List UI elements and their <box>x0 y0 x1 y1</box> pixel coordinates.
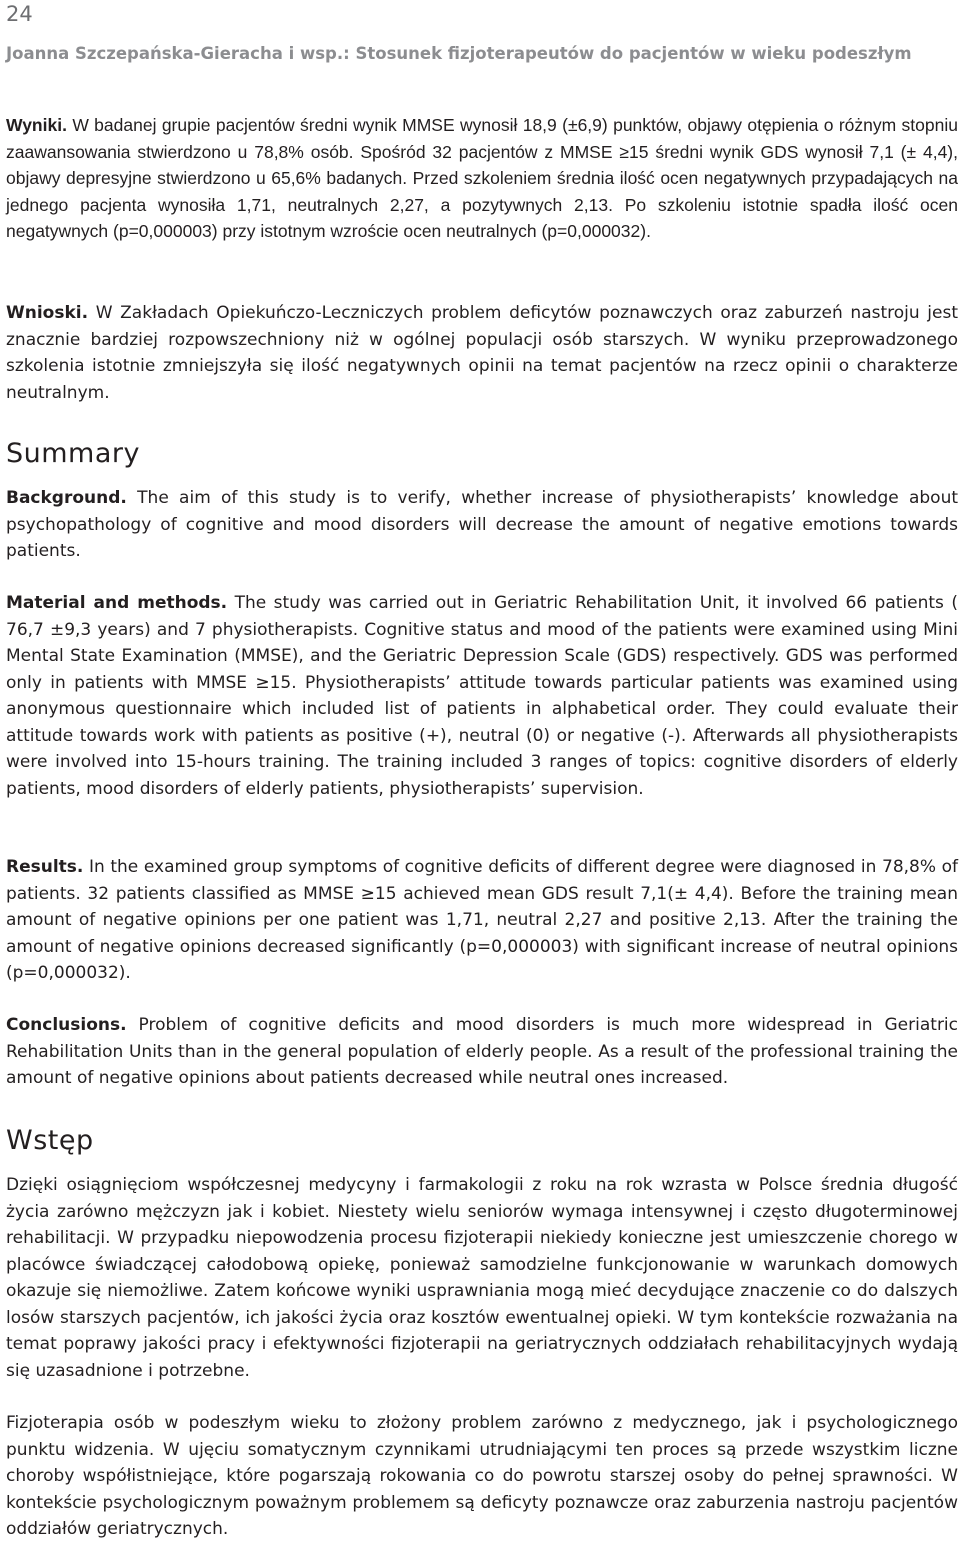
intro-heading: Wstęp <box>6 1125 94 1156</box>
methods-label: Material and methods. <box>6 593 228 613</box>
intro-paragraph-2: Fizjoterapia osób w podeszłym wieku to złożony problem zarówno z medycznego, jak i psychologicznego punktu widzenia. W ujęciu somatycznym czynnikami utrudniającymi ten proces są przede wszystkim liczne choroby współistniejące, które pogarszają rokowania co do powrotu starszej osoby do pełnej sprawności. W kontekście psychologicznym poważnym problemem są deficyty poznawcze oraz zaburzenia nastroju pacjentów oddziałów geriatrycznych. <box>6 1413 958 1539</box>
methods-text: The study was carried out in Geriatric Rehabilitation Unit, it involved 66 patients ( 76,7 ±9,3 years) and 7 physiotherapists. Cognitive status and mood of the patients were examined using Mini Mental State Examination (MMSE), and the Geriatric Depression Scale (GDS) respectively. GDS was performed only in patients with MMSE ≥15. Physiotherapists’ attitude towards particular patients was examined using anonymous questionnaire which included list of patients in alphabetical order. They could evaluate their attitude towards work with patients as positive (+), neutral (0) or negative (-). Afterwards all physiotherapists were involved into 15-hours training. The training included 3 ranges of topics: cognitive disorders of elderly patients, mood disorders of elderly patients, physiotherapists’ supervision. <box>6 593 958 799</box>
page-number: 24 <box>6 2 33 26</box>
running-title: Joanna Szczepańska-Gieracha i wsp.: Stosunek fizjoterapeutów do pacjentów w wieku podeszłym <box>6 44 912 63</box>
background-label: Background. <box>6 488 127 508</box>
summary-heading: Summary <box>6 438 140 469</box>
conclusions-label-pl: Wnioski. <box>6 303 89 323</box>
summary-background <box>6 485 958 565</box>
results-text: In the examined group symptoms of cognitive deficits of different degree were diagnosed in 78,8% of patients. 32 patients classified as MMSE ≥15 achieved mean GDS result 7,1(± 4,4). Before the training mean amount of negative opinions per one patient was 1,71, neutral 2,27 and positive 2,13. After the training the amount of negative opinions decreased significantly (p=0,000003) with significant increase of neutral opinions (p=0,000032). <box>6 857 958 983</box>
summary-conclusions <box>6 1012 958 1092</box>
results-label: Results. <box>6 857 84 877</box>
summary-methods <box>6 590 958 802</box>
abstract-pl-conclusions <box>6 300 958 406</box>
summary-results <box>6 854 958 987</box>
conclusions-text-pl: W Zakładach Opiekuńczo-Leczniczych problem deficytów poznawczych oraz zaburzeń nastroju jest znacznie bardziej rozpowszechniony niż w ogólnej populacji osób starszych. W wyniku przeprowadzonego szkolenia istotnie zmniejszyła się ilość negatywnych opinii na temat pacjentów na rzecz opinii o charakterze neutralnym. <box>6 303 958 403</box>
conclusions-label: Conclusions. <box>6 1015 127 1035</box>
abstract-pl-results <box>6 112 958 245</box>
conclusions-text: Problem of cognitive deficits and mood disorders is much more widespread in Geriatric Rehabilitation Units than in the general population of elderly people. As a result of the professional training the amount of negative opinions about patients decreased while neutral ones increased. <box>6 1015 958 1088</box>
results-label-pl: Wyniki. <box>6 115 67 135</box>
results-text-pl: W badanej grupie pacjentów średni wynik MMSE wynosił 18,9 (±6,9) punktów, objawy otępienia o różnym stopniu zaawansowania stwierdzono u 78,8% osób. Spośród 32 pacjentów z MMSE ≥15 średni wynik GDS wynosił 7,1 (± 4,4), objawy depresyjne stwierdzono u 65,6% badanych. Przed szkoleniem średnia ilość ocen negatywnych przypadających na jednego pacjenta wynosiła 1,71, neutralnych 2,27, a pozytywnych 2,13. Po szkoleniu istotnie spadła ilość ocen negatywnych (p=0,000003) przy istotnym wzroście ocen neutralnych (p=0,000032). <box>6 115 958 241</box>
intro-paragraph-1: Dzięki osiągnięciom współczesnej medycyny i farmakologii z roku na rok wzrasta w Polsce średnia długość życia zarówno mężczyzn jak i kobiet. Niestety wielu seniorów wymaga intensywnej i często długoterminowej rehabilitacji. W przypadku niepowodzenia procesu fizjoterapii niekiedy konieczne jest umieszczenie chorego w placówce świadczącej całodobową opiekę, ponieważ samodzielne funkcjonowanie w warunkach domowych okazuje się niemożliwe. Zatem końcowe wyniki usprawniania mogą mieć decydujące znaczenie co do dalszych losów starszych pacjentów, ich jakości życia oraz kosztów ewentualnej opieki. W tym kontekście rozważania na temat poprawy jakości pracy i efektywności fizjoterapii na geriatrycznych oddziałach rehabilitacyjnych wydają się uzasadnione i potrzebne. <box>6 1175 958 1381</box>
background-text: The aim of this study is to verify, whether increase of physiotherapists’ knowledge about psychopathology of cognitive and mood disorders will decrease the amount of negative emotions towards patients. <box>6 488 959 561</box>
